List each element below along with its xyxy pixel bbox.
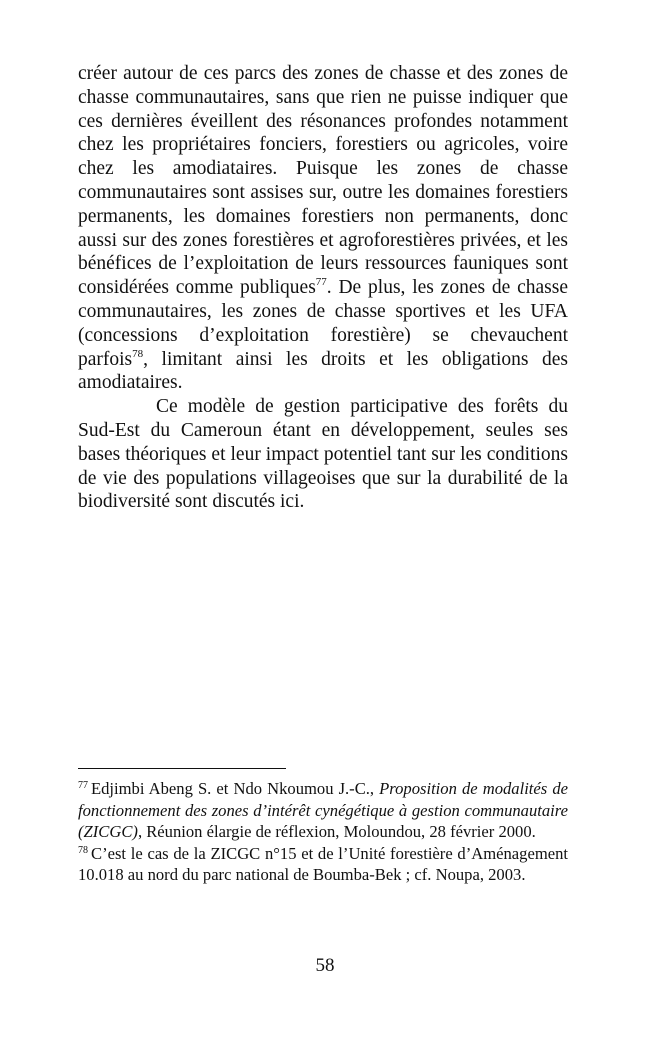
footnote-number: 77 bbox=[78, 780, 88, 791]
paragraph-1-part-c: , limitant ainsi les droits et les obligations des amodiataires. bbox=[78, 348, 568, 394]
footnote-77 bbox=[78, 778, 568, 843]
paragraph-2: Ce modèle de gestion participative des forêts du Sud-Est du Cameroun étant en développement, seules ses bases théoriques et leur impact potentiel tant sur les conditions de vie des populations villageoises que sur la durabilité de la biodiversité sont discutés ici. bbox=[78, 396, 568, 513]
footnotes bbox=[78, 778, 568, 886]
footnote-authors: Edjimbi Abeng S. et Ndo Nkoumou J.-C., bbox=[91, 779, 380, 798]
footnote-ref-77: 77 bbox=[315, 276, 327, 289]
page-number: 58 bbox=[315, 955, 335, 976]
footnote-number: 78 bbox=[78, 844, 88, 856]
footnote-title: Proposition de modalités de fonctionnement des zones d’intérêt cynégétique à gestion communautaire (ZICGC) bbox=[78, 779, 568, 841]
footnote-78 bbox=[78, 843, 568, 886]
footnote-details: , Réunion élargie de réflexion, Moloundou, 28 février 2000. bbox=[137, 822, 536, 841]
paragraph-1 bbox=[78, 62, 568, 395]
paragraph-1-part-a: créer autour de ces parcs des zones de chasse et des zones de chasse communautaires, sans que rien ne puisse indiquer que ces dernières éveillent des résonances profondes notamment chez les propriétaires fonciers, forestiers ou agricoles, voire chez les amodiataires. Puisque les zones de chasse communautaires sont assises sur, outre les domaines forestiers permanents, les domaines forestiers non permanents, donc aussi sur des zones forestières et agroforestières privées, et les bénéfices de l’exploitation de leurs ressources fauniques sont considérées comme publiques bbox=[78, 63, 568, 299]
footnote-text: C’est le cas de la ZICGC n°15 et de l’Unité forestière d’Aménagement 10.018 au nord du parc national de Boumba-Bek ; cf. Noupa, 2003. bbox=[78, 843, 568, 884]
body-text bbox=[78, 62, 568, 514]
footnote-divider bbox=[78, 768, 286, 769]
paragraph-1-part-b: . De plus, les zones de chasse communautaires, les zones de chasse sportives et les UFA (concessions d’exploitation forestière) se chevauchent parfois bbox=[78, 277, 568, 370]
footnote-ref-78: 78 bbox=[132, 347, 144, 360]
